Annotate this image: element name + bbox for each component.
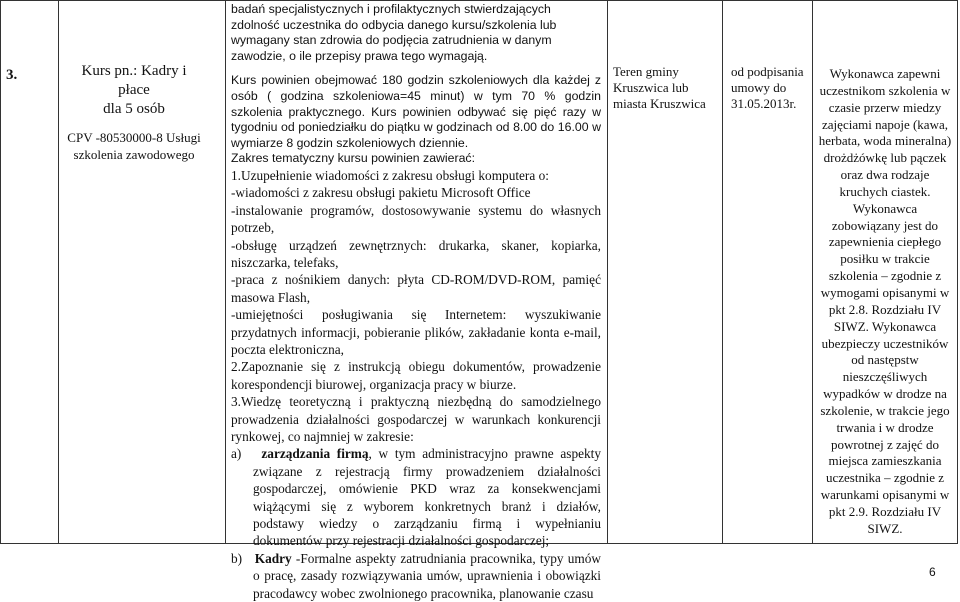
description-line: zdolność uczestnika do odbycia danego kursu/szkolenia lub xyxy=(231,17,557,32)
topic-title: zarządzania firmą xyxy=(261,446,369,462)
scope-heading: Zakres tematyczny kursu powinien zawierać: xyxy=(231,151,475,166)
course-name-cell xyxy=(63,62,205,163)
description-line: badań specjalistycznych i profilaktycznych stwierdzających xyxy=(231,2,551,16)
topic-title: Kadry xyxy=(254,550,292,566)
table-border-top xyxy=(0,0,958,1)
column-divider xyxy=(225,0,226,543)
description-line: zawodzie, o ile przepisy prawa tego wymagają. xyxy=(231,48,488,63)
scope-subitem: -wiadomości z zakresu obsługi pakietu Microsoft Office xyxy=(231,185,531,201)
scope-subitem: -praca z nośnikiem danych: płyta CD-ROM/DVD-ROM, pamięć masowa Flash, xyxy=(231,272,601,305)
scope-item-2: 2.Zapoznanie się z instrukcją obiegu dokumentów, prowadzenie korespondencji biurowej, organizacja pracy w biurze. xyxy=(231,359,601,392)
scope-item-1: 1.Uzupełnienie wiadomości z zakresu obsługi komputera o: xyxy=(231,167,549,183)
page-number: 6 xyxy=(929,565,936,579)
course-description-cell xyxy=(231,2,601,602)
cpv-code: CPV -80530000-8 Usługi xyxy=(67,130,201,145)
cpv-description: szkolenia zawodowego xyxy=(73,147,195,162)
scope-subitem: -instalowanie programów, dostosowywanie systemu do własnych potrzeb, xyxy=(231,202,601,236)
remarks-cell: Wykonawca zapewni uczestnikom szkolenia w czasie przerw miedzy zajęciami napoje (kawa, herbata, woda mineralna) drożdżówkę lub pączek oraz dwa rodzaje kruchych ciastek. Wykonawca zobowiązany jest do zapewnienia ciepłego posiłku w trakcie szkolenia – zgodnie z wymogami opisanymi w pkt 2.8. Rozdziału IV SIWZ. Wykonawca ubezpieczy uczestników od następstw nieszczęśliwych wypadków w drodze na szkolenie, w trakcie jego trwania i w drodze powrotnej z zajęć do miejsca zamieszkania uczestnika – zgodnie z warunkami opisanymi w pkt 2.9. Rozdziału IV SIWZ. xyxy=(818,66,952,536)
scope-subitem: -umiejętności posługiwania się Internetem: wyszukiwanie przydatnych informacji, pobieranie plików, zakładanie konta e-mail, poczta elektroniczna, xyxy=(231,307,601,357)
scope-item-b: b) Kadry -Formalne aspekty zatrudniania pracownika, typy umów o pracę, zasady rozwiązywania umów, uprawnienia i obowiązki pracodawcy wobec zwolnionego pracownika, planowanie czasu xyxy=(231,550,601,601)
column-divider xyxy=(812,0,813,543)
column-divider xyxy=(0,0,1,543)
course-hours-paragraph: Kurs powinien obejmować 180 godzin szkoleniowych dla każdej z osób ( godzina szkoleniowa=45 minut) w tym 70 % godzin szkolenia praktycznego. Kurs powinien odbywać się pięć razy w tygodniu od poniedziałku do piątku w godzinach od 8.00 do 16.00 w wymiarze 8 godzin szkoleniowych dziennie. xyxy=(231,73,601,150)
column-divider xyxy=(58,0,59,543)
course-name-line: Kurs pn.: Kadry i xyxy=(81,63,187,79)
column-divider xyxy=(957,0,958,543)
column-divider xyxy=(607,0,608,543)
scope-item-a: a) zarządzania firmą, w tym administracyjno prawne aspekty związane z rejestracją firmy prowadzeniem działalności gospodarczej, omówienie PKD wraz za konsekwencjami wiążącymi się z wyborem konkretnych branż i działów, podstawy wiedzy o zarządzaniu firmą i wypełnianiu dokumentów przy rejestracji działalności gospodarczej; xyxy=(231,446,601,549)
participants-count: dla 5 osób xyxy=(103,101,165,117)
column-divider xyxy=(722,0,723,543)
scope-subitem: -obsługę urządzeń zewnętrznych: drukarka, skaner, kopiarka, niszczarka, telefaks, xyxy=(231,237,601,270)
description-line: wymagany stan zdrowia do podjęcia zatrudnienia w danym xyxy=(231,33,552,48)
location-cell: Teren gminy Kruszwica lub miasta Kruszwica xyxy=(613,64,706,111)
scope-item-3: 3.Wiedzę teoretyczną i praktyczną niezbędną do samodzielnego prowadzenia działalności gospodarczej w warunkach konkurencji rynkowej, co najmniej w zakresie: xyxy=(231,394,601,445)
course-name-line: płace xyxy=(118,82,150,98)
row-number: 3. xyxy=(6,67,18,83)
deadline-cell: od podpisania umowy do 31.05.2013r. xyxy=(731,64,804,111)
